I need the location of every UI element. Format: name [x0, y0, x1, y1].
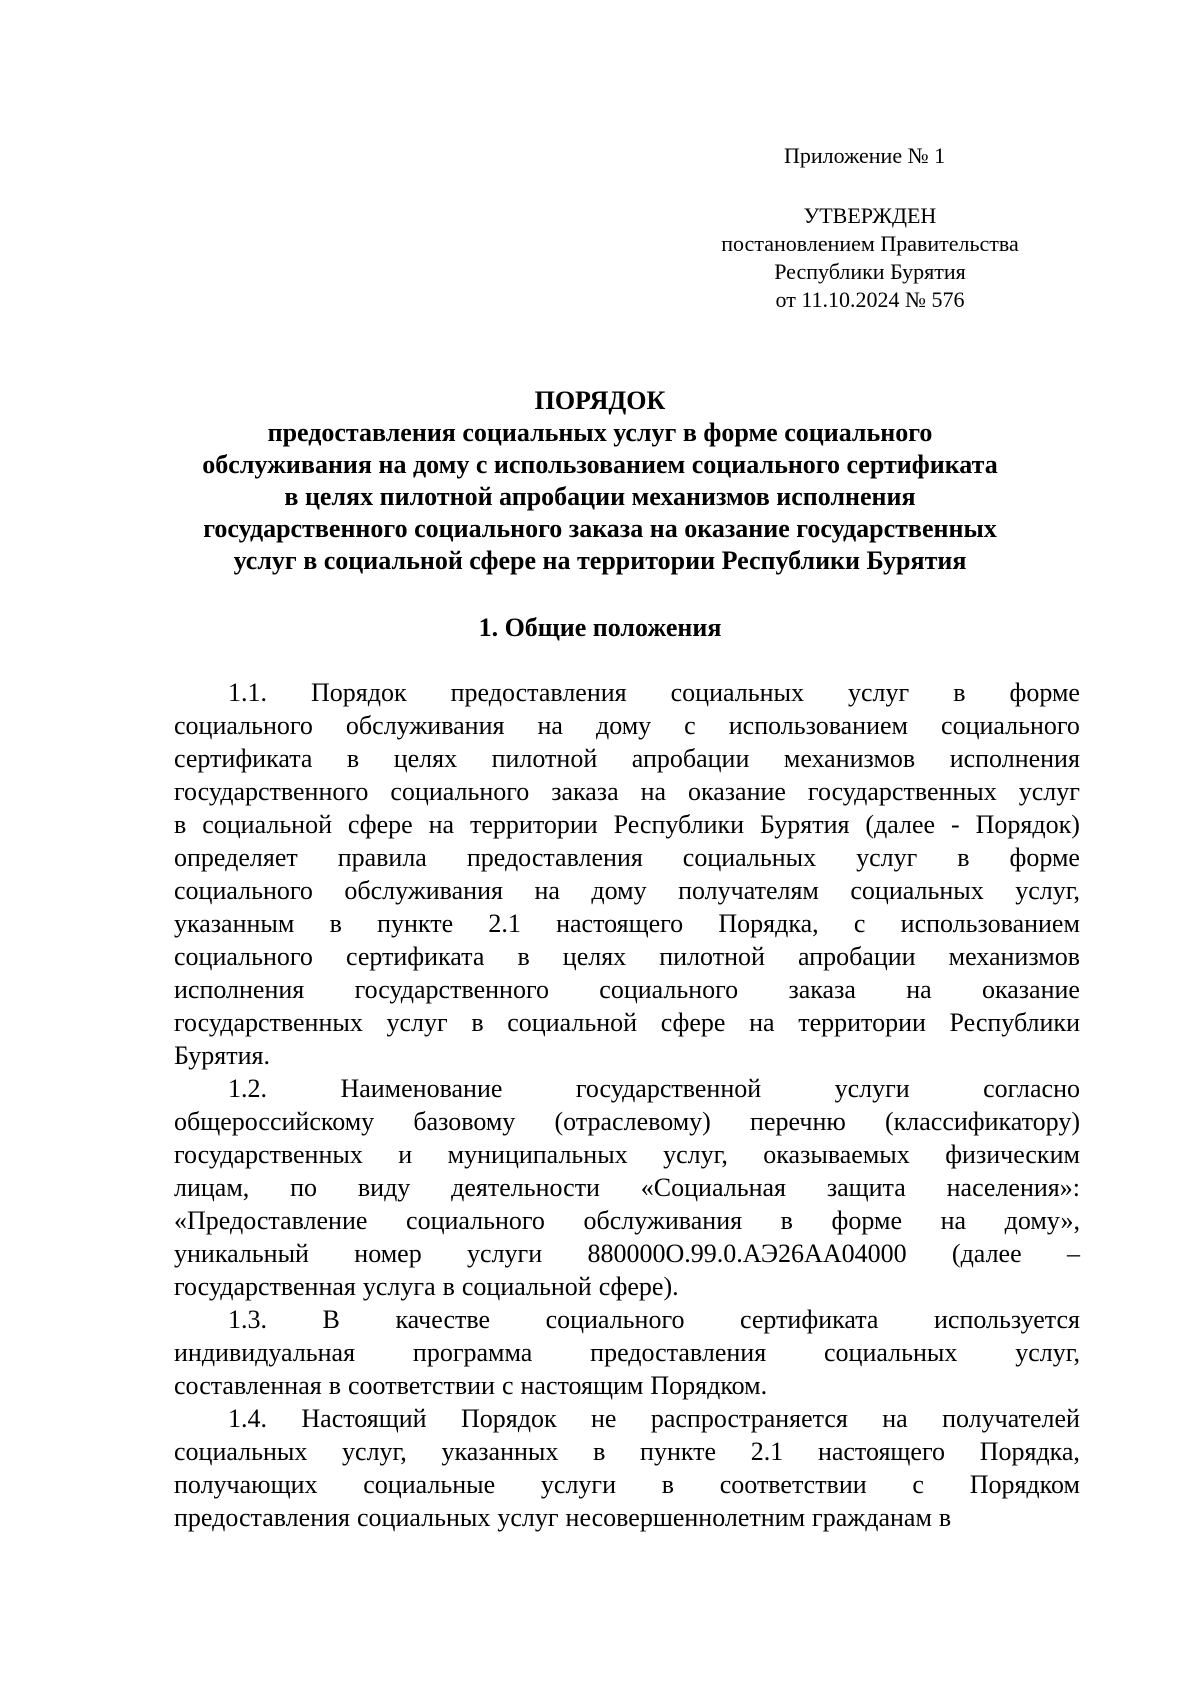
- word: в: [329, 909, 342, 938]
- word: дому»,: [1004, 1206, 1080, 1235]
- word: используется: [933, 1305, 1080, 1334]
- approval-line: от 11.10.2024 № 576: [775, 287, 965, 312]
- text-line: [174, 808, 1080, 841]
- word: социальных: [356, 1503, 491, 1532]
- text-line: [174, 1237, 1080, 1270]
- word: 880000О.99.0.АЭ26АА04000: [587, 1239, 907, 1268]
- word: правила: [337, 843, 427, 872]
- word: услуга: [362, 1272, 436, 1301]
- word: социального: [390, 777, 530, 806]
- word: в: [780, 1206, 793, 1235]
- word: распространяется: [650, 1404, 848, 1433]
- word: государственных: [807, 777, 997, 806]
- word: предоставления: [466, 843, 643, 872]
- word: 1.1.: [228, 678, 267, 707]
- word: с: [684, 711, 696, 740]
- word: составленная: [174, 1371, 322, 1400]
- word: обслуживания: [344, 876, 503, 905]
- word: несовершеннолетним: [565, 1503, 806, 1532]
- word: социального: [941, 711, 1080, 740]
- word: обслуживания: [345, 711, 505, 740]
- word: 2.1: [750, 1437, 784, 1466]
- word: Порядок: [460, 1404, 557, 1433]
- approval-line: постановлением Правительства: [721, 231, 1019, 256]
- word: предоставления: [450, 678, 627, 707]
- word: в: [471, 1008, 484, 1037]
- word: целях: [393, 744, 458, 773]
- word: индивидуальная: [174, 1338, 356, 1367]
- word: указанным: [174, 909, 295, 938]
- word: получателей: [942, 1404, 1080, 1433]
- word: «Социальная: [640, 1173, 786, 1202]
- word: социальных: [682, 843, 817, 872]
- word: дому: [595, 711, 652, 740]
- word: услуг,: [1015, 1338, 1080, 1367]
- word: на: [428, 810, 455, 839]
- word: Республики: [613, 810, 745, 839]
- word: с: [501, 1371, 514, 1400]
- word: на: [882, 1404, 908, 1433]
- word: использованием: [728, 711, 909, 740]
- word: государственных: [174, 1140, 363, 1169]
- word: «Предоставление: [174, 1206, 368, 1235]
- word: общероссийскому: [174, 1107, 375, 1136]
- word: дому: [591, 876, 647, 905]
- word: социального: [174, 711, 313, 740]
- word: государственного: [174, 777, 369, 806]
- word: указанных: [441, 1437, 559, 1466]
- body-text: [174, 676, 1080, 1534]
- word: пилотной: [491, 744, 598, 773]
- word: форме: [1009, 678, 1080, 707]
- word: заказа: [788, 975, 856, 1004]
- text-line: [174, 1072, 1080, 1105]
- approval-line: Республики Бурятия: [774, 259, 966, 284]
- word: Настоящий: [301, 1404, 427, 1433]
- title-line: государственного социального заказа на оказание государственных: [203, 514, 997, 543]
- word: сфере).: [598, 1272, 679, 1301]
- word: услуг,: [342, 1437, 407, 1466]
- word: социального: [599, 975, 739, 1004]
- word: соответствии: [348, 1371, 495, 1400]
- word: обслуживания: [583, 1206, 743, 1235]
- word: услуги: [467, 1239, 543, 1268]
- word: механизмов: [783, 744, 916, 773]
- word: апробации: [797, 942, 916, 971]
- word: социального: [545, 1305, 685, 1334]
- word: социальных: [850, 876, 984, 905]
- word: целях: [562, 942, 627, 971]
- word: социального: [406, 1206, 545, 1235]
- word: социальной: [202, 810, 332, 839]
- word: Порядком.: [650, 1371, 768, 1400]
- word: муниципальных: [447, 1140, 628, 1169]
- text-line: [174, 1501, 1080, 1534]
- word: получателям: [678, 876, 819, 905]
- section-heading: 1. Общие положения: [478, 613, 722, 642]
- word: предоставления: [590, 1338, 767, 1367]
- title-main: ПОРЯДОК: [534, 386, 666, 415]
- word: Порядок: [311, 678, 407, 707]
- text-line: [174, 1468, 1080, 1501]
- word: на: [534, 876, 560, 905]
- paragraph: [174, 1072, 1080, 1303]
- word: государственных: [174, 1008, 363, 1037]
- word: социального: [174, 876, 313, 905]
- text-line: [174, 907, 1080, 940]
- word: деятельности: [451, 1173, 600, 1202]
- word: услуг: [856, 843, 918, 872]
- word: физическим: [945, 1140, 1080, 1169]
- word: услуг: [386, 1008, 448, 1037]
- title-line: обслуживания на дому с использованием социального сертификата: [202, 450, 998, 479]
- word: в: [174, 810, 187, 839]
- word: Наименование: [340, 1074, 503, 1103]
- word: настоящего: [817, 1437, 945, 1466]
- text-line: [174, 1204, 1080, 1237]
- word: пункте: [640, 1437, 717, 1466]
- word: государственного: [354, 975, 549, 1004]
- word: социальные: [363, 1470, 496, 1499]
- word: Бурятия: [759, 810, 850, 839]
- word: (далее: [951, 1239, 1022, 1268]
- word: 2.1: [488, 909, 521, 938]
- word: защита: [826, 1173, 906, 1202]
- text-line: [174, 742, 1080, 775]
- word: согласно: [983, 1074, 1080, 1103]
- text-line: [174, 1336, 1080, 1369]
- title-line: предоставления социальных услуг в форме социального: [267, 418, 933, 447]
- paragraph: [174, 1303, 1080, 1402]
- word: сертификата: [174, 744, 313, 773]
- word: исполнения: [174, 975, 305, 1004]
- word: лицам,: [174, 1173, 250, 1202]
- word: механизмов: [948, 942, 1080, 971]
- text-line: [174, 1039, 1080, 1072]
- word: сертификата: [740, 1305, 879, 1334]
- word: Порядка,: [718, 909, 819, 938]
- text-line: [174, 1303, 1080, 1336]
- word: в: [593, 1437, 606, 1466]
- word: оказание: [982, 975, 1080, 1004]
- word: 1.3.: [228, 1305, 267, 1334]
- word: на: [537, 711, 563, 740]
- word: настоящим: [520, 1371, 644, 1400]
- word: Республики: [949, 1008, 1080, 1037]
- word: уникальный: [174, 1239, 309, 1268]
- word: –: [1066, 1239, 1080, 1268]
- paragraph: [174, 676, 1080, 1072]
- word: (отраслевому): [554, 1107, 711, 1136]
- word: исполнения: [949, 744, 1080, 773]
- word: в: [938, 1503, 952, 1532]
- word: форме: [1009, 843, 1080, 872]
- word: в: [953, 678, 966, 707]
- word: социального: [174, 942, 313, 971]
- word: в: [346, 744, 360, 773]
- word: форме: [831, 1206, 902, 1235]
- text-line: [174, 1270, 1080, 1303]
- text-line: [174, 676, 1080, 709]
- word: оказание: [688, 777, 786, 806]
- word: государственной: [575, 1074, 762, 1103]
- word: в: [661, 1470, 675, 1499]
- appendix-number: Приложение № 1: [784, 143, 946, 168]
- word: получающих: [174, 1470, 318, 1499]
- word: на: [940, 1206, 967, 1235]
- word: услуг: [848, 678, 910, 707]
- word: с: [853, 909, 866, 938]
- word: гражданам: [812, 1503, 932, 1532]
- word: настоящего: [556, 909, 684, 938]
- word: социальной: [461, 1272, 592, 1301]
- word: заказа: [551, 777, 619, 806]
- word: государственная: [174, 1272, 356, 1301]
- word: сертификата: [345, 942, 485, 971]
- text-line: [174, 874, 1080, 907]
- word: территории: [798, 1008, 926, 1037]
- word: апробации: [631, 744, 750, 773]
- word: сфере: [660, 1008, 726, 1037]
- text-line: [174, 940, 1080, 973]
- word: соответствии: [719, 1470, 867, 1499]
- word: (классификатору): [885, 1107, 1080, 1136]
- word: использованием: [900, 909, 1080, 938]
- text-line: [174, 775, 1080, 808]
- word: качестве: [395, 1305, 491, 1334]
- document-title: [150, 385, 1050, 577]
- word: социальной: [507, 1008, 638, 1037]
- text-line: [174, 1369, 1080, 1402]
- text-line: [174, 841, 1080, 874]
- word: с: [912, 1470, 924, 1499]
- word: услуг,: [663, 1140, 728, 1169]
- word: услуг,: [1015, 876, 1080, 905]
- word: оказываемых: [763, 1140, 910, 1169]
- word: в: [957, 843, 970, 872]
- approval-line: УТВЕРЖДЕН: [803, 203, 937, 228]
- word: Бурятия.: [174, 1041, 270, 1070]
- text-line: [174, 709, 1080, 742]
- word: услуг: [497, 1503, 559, 1532]
- word: и: [398, 1140, 413, 1169]
- word: не: [590, 1404, 617, 1433]
- word: населения»:: [946, 1173, 1080, 1202]
- word: базовому: [413, 1107, 516, 1136]
- word: Порядком: [969, 1470, 1080, 1499]
- word: социальных: [174, 1437, 308, 1466]
- word: 1.4.: [228, 1404, 267, 1433]
- word: 1.2.: [228, 1074, 267, 1103]
- word: услуг: [1018, 777, 1080, 806]
- word: (далее: [865, 810, 936, 839]
- word: программа: [412, 1338, 533, 1367]
- text-line: [174, 1171, 1080, 1204]
- word: в: [442, 1272, 455, 1301]
- word: пилотной: [659, 942, 765, 971]
- word: в: [517, 942, 530, 971]
- text-line: [174, 1435, 1080, 1468]
- word: определяет: [174, 843, 298, 872]
- word: услуги: [834, 1074, 910, 1103]
- word: социальных: [670, 678, 804, 707]
- word: социальных: [824, 1338, 958, 1367]
- word: перечню: [750, 1107, 846, 1136]
- text-line: [174, 973, 1080, 1006]
- word: предоставления: [174, 1503, 350, 1532]
- word: В: [322, 1305, 340, 1334]
- word: Порядка,: [979, 1437, 1080, 1466]
- word: по: [290, 1173, 318, 1202]
- word: -: [951, 810, 960, 839]
- text-line: [174, 1402, 1080, 1435]
- text-line: [174, 1006, 1080, 1039]
- text-line: [174, 1105, 1080, 1138]
- title-line: в целях пилотной апробации механизмов исполнения: [284, 482, 916, 511]
- word: сфере: [347, 810, 413, 839]
- word: на: [749, 1008, 775, 1037]
- word: пункте: [377, 909, 454, 938]
- word: в: [328, 1371, 342, 1400]
- word: услуги: [540, 1470, 616, 1499]
- paragraph: [174, 1402, 1080, 1534]
- approval-block: [690, 202, 1050, 314]
- text-line: [174, 1138, 1080, 1171]
- title-line: услуг в социальной сфере на территории Республики Бурятия: [233, 546, 967, 575]
- word: на: [640, 777, 667, 806]
- word: Порядок): [975, 810, 1080, 839]
- word: виду: [357, 1173, 411, 1202]
- word: на: [906, 975, 932, 1004]
- word: территории: [470, 810, 598, 839]
- word: номер: [354, 1239, 422, 1268]
